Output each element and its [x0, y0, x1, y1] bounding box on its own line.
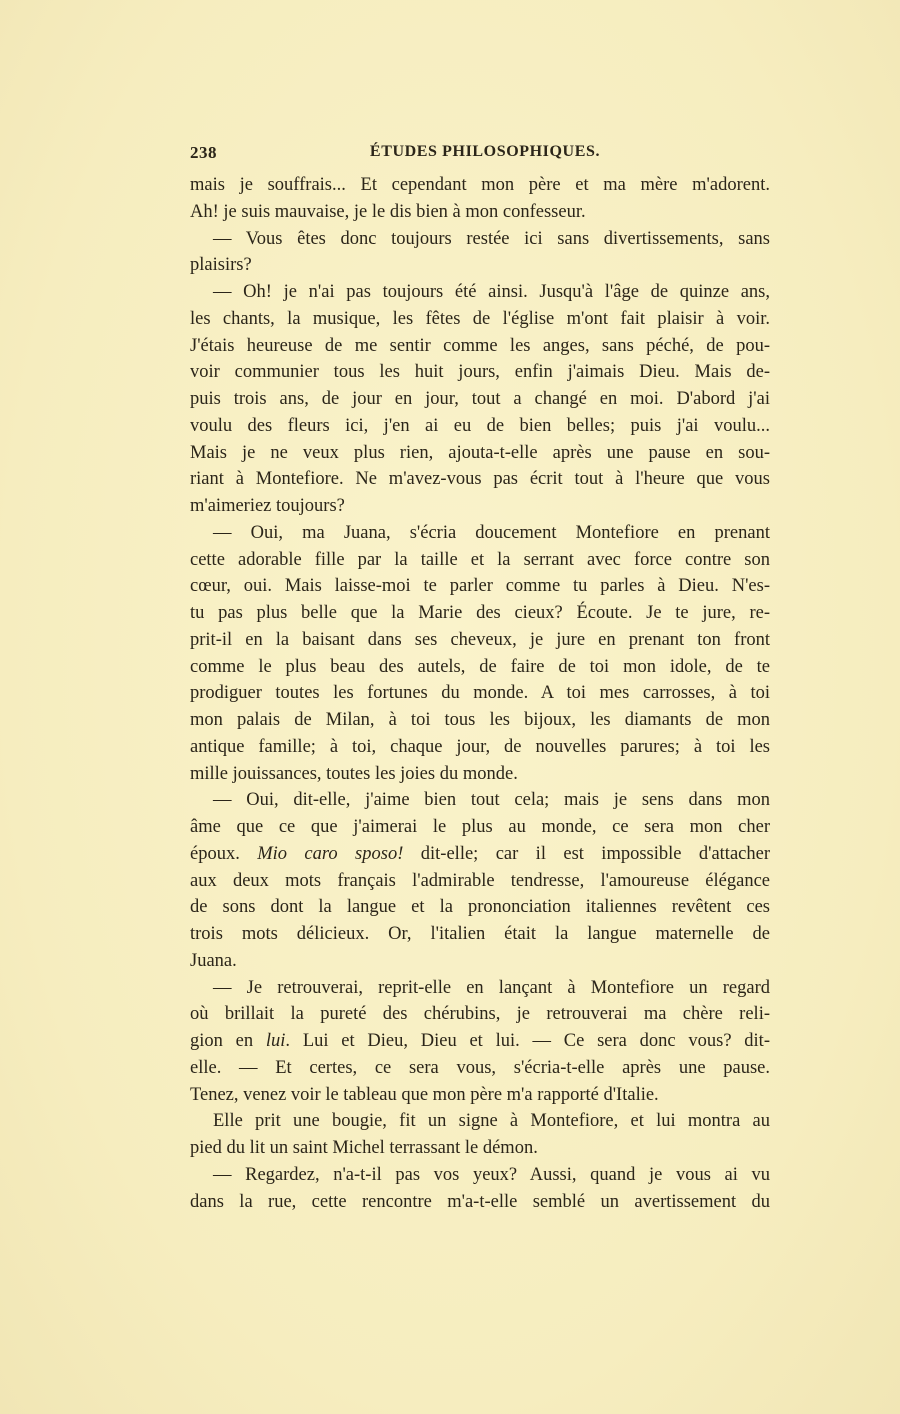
text-line — [190, 734, 770, 761]
text-line — [190, 440, 770, 467]
text-line — [190, 466, 770, 493]
text-line — [190, 359, 770, 386]
text-line — [190, 975, 770, 1002]
text-segment: plaisirs? — [190, 255, 252, 276]
text-line — [190, 226, 770, 253]
text-segment: riant à Montefiore. Ne m'avez-vous pas écrit tout à l'heure que vous — [190, 469, 770, 490]
text-line — [190, 333, 770, 360]
text-line — [190, 627, 770, 654]
text-line — [190, 1189, 770, 1216]
text-line — [190, 680, 770, 707]
running-title: ÉTUDES PHILOSOPHIQUES. — [369, 143, 601, 160]
text-line — [190, 654, 770, 681]
text-line — [190, 707, 770, 734]
text-segment: elle. — Et certes, ce sera vous, s'écria-t-elle après une pause. — [190, 1057, 770, 1078]
italic-text: Mio caro sposo! — [257, 843, 404, 864]
text-segment: . Lui et Dieu, Dieu et lui. — Ce sera donc vous? dit- — [285, 1031, 770, 1051]
text-line — [190, 921, 770, 948]
text-segment: — Oui, dit-elle, j'aime bien tout cela; mais je sens dans mon — [213, 790, 770, 811]
text-segment: prit-il en la baisant dans ses cheveux, je jure en prenant ton front — [190, 629, 770, 650]
text-line — [190, 199, 770, 226]
text-segment: mais je souffrais... Et cependant mon père et ma mère m'adorent. — [190, 175, 770, 195]
text-segment: m'aimeriez toujours? — [190, 496, 345, 516]
text-line — [190, 600, 770, 627]
text-segment: antique famille; à toi, chaque jour, de nouvelles parures; à toi les — [190, 736, 770, 757]
text-line — [190, 1135, 770, 1162]
text-segment: pied du lit un saint Michel terrassant le démon. — [190, 1138, 538, 1158]
page-header — [190, 143, 770, 167]
text-segment: aux deux mots français l'admirable tendresse, l'amoureuse élégance — [190, 870, 770, 891]
text-line — [190, 306, 770, 333]
text-segment: — Oui, ma Juana, s'écria doucement Montefiore en prenant — [213, 522, 770, 543]
body-text — [190, 172, 770, 1215]
text-segment: Elle prit une bougie, fit un signe à Montefiore, et lui montra au — [213, 1111, 770, 1132]
text-segment: cœur, oui. Mais laisse-moi te parler comme tu parles à Dieu. N'es- — [190, 576, 770, 597]
text-segment: âme que ce que j'aimerai le plus au monde, ce sera mon cher — [190, 817, 770, 837]
text-segment: où brillait la pureté des chérubins, je retrouverai ma chère reli- — [190, 1004, 770, 1025]
text-line — [190, 493, 770, 520]
text-segment: cette adorable fille par la taille et la serrant avec force contre son — [190, 549, 770, 570]
text-line — [190, 841, 770, 868]
text-line — [190, 868, 770, 895]
text-line — [190, 172, 770, 199]
text-segment: J'étais heureuse de me sentir comme les anges, sans péché, de pou- — [190, 335, 770, 356]
text-line — [190, 252, 770, 279]
text-segment: — Je retrouverai, reprit-elle en lançant à Montefiore un regard — [213, 977, 770, 998]
text-segment: dit-elle; car il est impossible d'attacher — [403, 843, 770, 864]
text-segment: Tenez, venez voir le tableau que mon père m'a rapporté d'Italie. — [190, 1084, 659, 1105]
text-segment: Juana. — [190, 950, 237, 971]
text-segment: mille jouissances, toutes les joies du monde. — [190, 763, 518, 784]
text-line — [190, 814, 770, 841]
text-segment: trois mots délicieux. Or, l'italien était la langue maternelle de — [190, 924, 770, 944]
text-segment: voulu des fleurs ici, j'en ai eu de bien belles; puis j'ai voulu... — [190, 415, 770, 436]
text-line — [190, 547, 770, 574]
page-number: 238 — [190, 143, 217, 162]
text-segment: prodiguer toutes les fortunes du monde. A toi mes carrosses, à toi — [190, 683, 770, 704]
text-segment: Mais je ne veux plus rien, ajouta-t-elle après une pause en sou- — [190, 442, 770, 463]
text-line — [190, 1108, 770, 1135]
text-segment: — Regardez, n'a-t-il pas vos yeux? Aussi, quand je vous ai vu — [213, 1164, 770, 1185]
text-segment: — Vous êtes donc toujours restée ici sans divertissements, sans — [213, 228, 770, 249]
text-line — [190, 1082, 770, 1109]
text-line — [190, 761, 770, 788]
text-segment: voir communier tous les huit jours, enfin j'aimais Dieu. Mais de- — [190, 362, 770, 383]
text-line — [190, 1055, 770, 1082]
text-segment: mon palais de Milan, à toi tous les bijoux, les diamants de mon — [190, 710, 770, 730]
text-segment: Ah! je suis mauvaise, je le dis bien à mon confesseur. — [190, 201, 586, 222]
text-segment: gion en — [190, 1031, 266, 1051]
text-segment: puis trois ans, de jour en jour, tout a changé en moi. D'abord j'ai — [190, 389, 770, 409]
text-segment: comme le plus beau des autels, de faire de toi mon idole, de te — [190, 656, 770, 677]
text-line — [190, 1001, 770, 1028]
italic-text: lui — [265, 1031, 286, 1051]
text-line — [190, 386, 770, 413]
text-line — [190, 573, 770, 600]
text-segment: de sons dont la langue et la prononciation italiennes revêtent ces — [190, 897, 770, 918]
text-line — [190, 1028, 770, 1055]
text-segment: époux. — [190, 843, 258, 864]
text-segment: dans la rue, cette rencontre m'a-t-elle semblé un avertissement du — [190, 1191, 770, 1212]
text-segment: — Oh! je n'ai pas toujours été ainsi. Jusqu'à l'âge de quinze ans, — [213, 282, 770, 302]
text-line — [190, 894, 770, 921]
text-line — [190, 279, 770, 306]
text-line — [190, 520, 770, 547]
text-segment: les chants, la musique, les fêtes de l'église m'ont fait plaisir à voir. — [190, 308, 770, 329]
text-line — [190, 948, 770, 975]
text-line — [190, 1162, 770, 1189]
text-line — [190, 787, 770, 814]
text-line — [190, 413, 770, 440]
text-segment: tu pas plus belle que la Marie des cieux? Écoute. Je te jure, re- — [190, 603, 770, 623]
